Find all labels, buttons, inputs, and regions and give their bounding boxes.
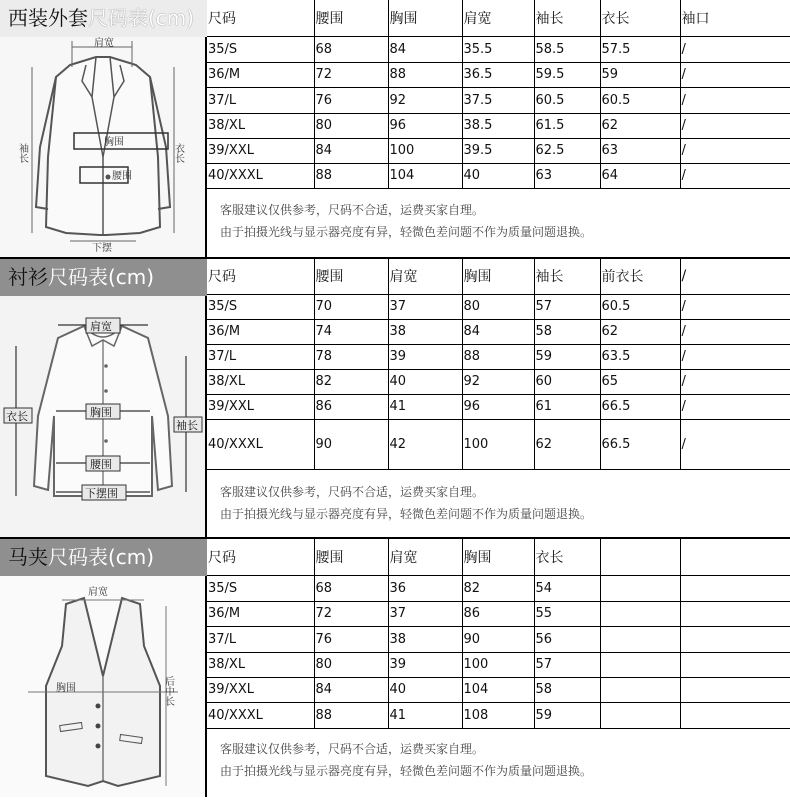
table-cell: 72	[314, 601, 388, 626]
table-cell: 65	[600, 369, 680, 394]
table-cell: 39.5	[462, 138, 534, 163]
suit-size-table	[207, 0, 790, 189]
table-row	[207, 394, 790, 419]
table-cell: 37.5	[462, 87, 534, 113]
table-cell	[680, 652, 790, 677]
table-cell: 59	[600, 62, 680, 87]
table-cell: 38/XL	[207, 652, 314, 677]
table-cell: 78	[314, 344, 388, 369]
table-cell: 88	[314, 702, 388, 728]
table-cell: 60	[534, 369, 600, 394]
header-cell: 袖长	[534, 0, 600, 36]
table-cell	[600, 601, 680, 626]
table-cell	[600, 677, 680, 702]
table-cell: /	[680, 319, 790, 344]
table-cell: 55	[534, 601, 600, 626]
table-cell: 96	[388, 113, 462, 138]
shirt-header-row	[207, 259, 790, 294]
table-cell: 86	[462, 601, 534, 626]
table-cell: /	[680, 62, 790, 87]
table-cell: 40/XXXL	[207, 163, 314, 188]
table-cell: 92	[388, 87, 462, 113]
table-row	[207, 677, 790, 702]
table-cell: 84	[314, 138, 388, 163]
table-cell: 74	[314, 319, 388, 344]
vest-note-line1: 客服建议仅供参考，尺码不合适，运费买家自理。	[220, 742, 485, 756]
table-cell	[680, 702, 790, 728]
header-cell: 袖口	[680, 0, 790, 36]
header-cell: 衣长	[534, 539, 600, 575]
table-row	[207, 601, 790, 626]
table-cell: 36/M	[207, 601, 314, 626]
header-cell: 腰围	[314, 0, 388, 36]
table-cell: 37/L	[207, 626, 314, 652]
table-cell: 39/XXL	[207, 138, 314, 163]
vest-label-back-length: 后中长	[162, 676, 174, 706]
table-cell: /	[680, 369, 790, 394]
shirt-label-shoulder: 肩宽	[90, 320, 112, 333]
table-cell: 58.5	[534, 36, 600, 62]
table-cell: 108	[462, 702, 534, 728]
table-cell: 40	[462, 163, 534, 188]
suit-label-chest: 胸围	[104, 137, 124, 148]
table-cell: 66.5	[600, 394, 680, 419]
header-cell: 胸围	[462, 539, 534, 575]
vest-section	[0, 539, 790, 797]
table-cell: 37/L	[207, 87, 314, 113]
table-cell	[680, 626, 790, 652]
table-cell: 38/XL	[207, 369, 314, 394]
table-cell: 100	[462, 652, 534, 677]
header-cell	[680, 539, 790, 575]
shirt-section	[0, 259, 790, 537]
table-row	[207, 626, 790, 652]
table-cell: 80	[462, 294, 534, 319]
header-cell: 腰围	[314, 539, 388, 575]
suit-diagram	[0, 37, 207, 257]
table-cell: 104	[462, 677, 534, 702]
table-cell: 35/S	[207, 575, 314, 601]
table-cell: 38	[388, 626, 462, 652]
suit-title: 西装外套尺码表(cm)	[0, 0, 207, 37]
vest-illustration	[0, 576, 205, 797]
table-cell: 59.5	[534, 62, 600, 87]
table-cell: 100	[462, 419, 534, 469]
suit-header-row	[207, 0, 790, 36]
table-cell: 56	[534, 626, 600, 652]
table-cell: 92	[462, 369, 534, 394]
header-cell	[600, 539, 680, 575]
suit-label-waist: 腰围	[112, 171, 132, 182]
header-cell: 腰围	[314, 259, 388, 294]
table-cell: 63	[534, 163, 600, 188]
table-cell: 41	[388, 394, 462, 419]
table-row	[207, 319, 790, 344]
shirt-label-length: 衣长	[6, 410, 28, 423]
table-cell: 42	[388, 419, 462, 469]
table-cell	[600, 575, 680, 601]
header-cell: 尺码	[207, 0, 314, 36]
table-cell: /	[680, 138, 790, 163]
header-cell: 肩宽	[388, 539, 462, 575]
table-cell: 39/XXL	[207, 394, 314, 419]
table-row	[207, 87, 790, 113]
table-cell: 57.5	[600, 36, 680, 62]
table-cell: 61.5	[534, 113, 600, 138]
suit-section	[0, 0, 790, 257]
table-row	[207, 419, 790, 469]
table-cell: 39/XXL	[207, 677, 314, 702]
table-cell: 70	[314, 294, 388, 319]
table-cell: 62	[534, 419, 600, 469]
table-cell: 76	[314, 87, 388, 113]
suit-label-shoulder: 肩宽	[94, 38, 114, 49]
table-cell: 62.5	[534, 138, 600, 163]
table-cell: 38.5	[462, 113, 534, 138]
table-row	[207, 294, 790, 319]
table-cell: 40/XXXL	[207, 702, 314, 728]
table-cell: 36/M	[207, 62, 314, 87]
table-row	[207, 36, 790, 62]
table-row	[207, 369, 790, 394]
table-cell: 82	[462, 575, 534, 601]
header-cell: 衣长	[600, 0, 680, 36]
suit-jacket-illustration	[0, 37, 205, 257]
shirt-note-line2: 由于拍摄光线与显示器亮度有异，轻微色差问题不作为质量问题退换。	[220, 507, 593, 521]
header-cell: 尺码	[207, 259, 314, 294]
table-cell: 54	[534, 575, 600, 601]
header-cell: 肩宽	[388, 259, 462, 294]
table-cell: /	[680, 294, 790, 319]
shirt-note	[207, 475, 790, 537]
table-cell: 38	[388, 319, 462, 344]
table-cell: 57	[534, 294, 600, 319]
table-cell: 39	[388, 652, 462, 677]
table-cell: 68	[314, 575, 388, 601]
table-cell: 40	[388, 369, 462, 394]
table-row	[207, 113, 790, 138]
table-cell: 62	[600, 113, 680, 138]
table-cell: 36.5	[462, 62, 534, 87]
vest-title: 马夹尺码表(cm)	[0, 539, 207, 576]
table-row	[207, 575, 790, 601]
header-cell: /	[680, 259, 790, 294]
vest-size-table	[207, 539, 790, 729]
table-row	[207, 344, 790, 369]
suit-label-length: 衣长	[172, 143, 184, 163]
header-cell: 胸围	[462, 259, 534, 294]
shirt-diagram	[0, 296, 207, 537]
table-cell: 80	[314, 113, 388, 138]
vest-label-shoulder: 肩宽	[88, 587, 108, 598]
table-cell: 58	[534, 319, 600, 344]
table-cell: 60.5	[534, 87, 600, 113]
vest-label-chest: 胸围	[56, 683, 76, 694]
table-cell: 63	[600, 138, 680, 163]
table-cell: 84	[388, 36, 462, 62]
vest-header-row	[207, 539, 790, 575]
header-cell: 尺码	[207, 539, 314, 575]
table-cell: 68	[314, 36, 388, 62]
suit-label-hem: 下摆	[92, 243, 112, 254]
table-cell: 64	[600, 163, 680, 188]
table-cell: /	[680, 113, 790, 138]
shirt-illustration	[0, 296, 205, 537]
table-cell	[600, 626, 680, 652]
table-cell: 88	[388, 62, 462, 87]
table-cell: 88	[314, 163, 388, 188]
table-cell: 63.5	[600, 344, 680, 369]
table-row	[207, 652, 790, 677]
table-cell: 57	[534, 652, 600, 677]
table-row	[207, 163, 790, 188]
table-cell: 66.5	[600, 419, 680, 469]
table-row	[207, 138, 790, 163]
table-cell	[600, 652, 680, 677]
table-cell: 40/XXXL	[207, 419, 314, 469]
table-cell: 37	[388, 294, 462, 319]
header-cell: 肩宽	[462, 0, 534, 36]
header-cell: 袖长	[534, 259, 600, 294]
table-cell: 80	[314, 652, 388, 677]
table-cell: /	[680, 87, 790, 113]
table-cell: /	[680, 163, 790, 188]
shirt-label-sleeve: 袖长	[176, 419, 198, 432]
table-cell: 60.5	[600, 87, 680, 113]
suit-label-sleeve: 袖长	[16, 143, 28, 163]
table-cell: 39	[388, 344, 462, 369]
table-cell: 59	[534, 702, 600, 728]
suit-note-line2: 由于拍摄光线与显示器亮度有异，轻微色差问题不作为质量问题退换。	[220, 225, 593, 239]
table-cell: 96	[462, 394, 534, 419]
table-cell	[680, 575, 790, 601]
table-cell: 90	[314, 419, 388, 469]
table-cell: 37/L	[207, 344, 314, 369]
shirt-title: 衬衫尺码表(cm)	[0, 259, 207, 296]
table-cell: 35.5	[462, 36, 534, 62]
table-cell: /	[680, 394, 790, 419]
table-cell: 84	[462, 319, 534, 344]
vest-diagram	[0, 576, 207, 797]
table-cell: /	[680, 419, 790, 469]
table-cell	[600, 702, 680, 728]
vest-note-line2: 由于拍摄光线与显示器亮度有异，轻微色差问题不作为质量问题退换。	[220, 764, 593, 778]
table-cell: /	[680, 344, 790, 369]
table-cell: 100	[388, 138, 462, 163]
shirt-label-hem: 下摆围	[85, 487, 118, 500]
table-cell: 62	[600, 319, 680, 344]
vest-note	[207, 729, 790, 797]
table-cell	[680, 677, 790, 702]
table-cell: 60.5	[600, 294, 680, 319]
table-cell: 104	[388, 163, 462, 188]
table-row	[207, 702, 790, 728]
suit-note-line1: 客服建议仅供参考，尺码不合适，运费买家自理。	[220, 203, 485, 217]
table-cell: 86	[314, 394, 388, 419]
header-cell: 前衣长	[600, 259, 680, 294]
shirt-note-line1: 客服建议仅供参考，尺码不合适，运费买家自理。	[220, 485, 485, 499]
table-cell: 37	[388, 601, 462, 626]
table-cell: 35/S	[207, 36, 314, 62]
table-cell: 40	[388, 677, 462, 702]
shirt-label-waist: 腰围	[90, 458, 112, 471]
table-cell: 36/M	[207, 319, 314, 344]
table-cell: 36	[388, 575, 462, 601]
table-cell: 38/XL	[207, 113, 314, 138]
table-cell: 88	[462, 344, 534, 369]
table-cell: 76	[314, 626, 388, 652]
table-cell: 82	[314, 369, 388, 394]
shirt-label-chest: 胸围	[90, 406, 112, 419]
shirt-size-table	[207, 259, 790, 470]
table-row	[207, 62, 790, 87]
table-cell: /	[680, 36, 790, 62]
table-cell: 61	[534, 394, 600, 419]
header-cell: 胸围	[388, 0, 462, 36]
table-cell: 72	[314, 62, 388, 87]
table-cell: 35/S	[207, 294, 314, 319]
suit-note	[207, 189, 790, 257]
table-cell	[680, 601, 790, 626]
table-cell: 41	[388, 702, 462, 728]
table-cell: 58	[534, 677, 600, 702]
table-cell: 84	[314, 677, 388, 702]
table-cell: 90	[462, 626, 534, 652]
table-cell: 59	[534, 344, 600, 369]
